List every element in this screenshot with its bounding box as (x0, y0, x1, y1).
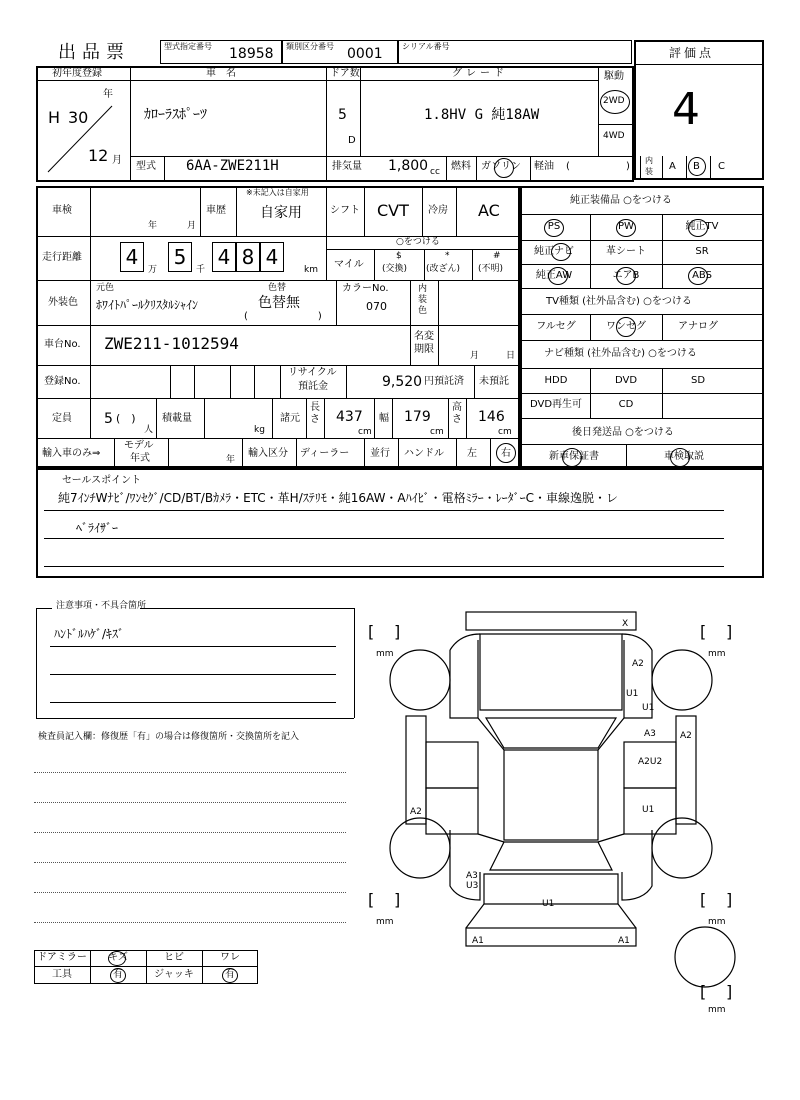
name-change-month: 月 (470, 351, 480, 361)
reg-year: 30 (68, 108, 89, 127)
fuel-circle (494, 158, 514, 178)
drive-2wd: 2WD (603, 96, 625, 106)
type-designation-box (160, 40, 282, 64)
length-value: 437 (336, 409, 363, 425)
handle-right: 右 (501, 448, 511, 459)
label-a1-rear-right: A1 (618, 936, 630, 946)
load-unit: kg (254, 425, 265, 435)
equip-ps: PS (547, 221, 561, 232)
tire-front-left (390, 650, 450, 710)
displacement-value: 1,800 (388, 158, 429, 174)
orig-color-value: ﾎﾜｲﾄﾊﾟｰﾙｸﾘｽﾀﾙｼｬｲﾝ (96, 298, 199, 312)
inspection-month-unit: 月 (187, 221, 197, 231)
legend-scratch: キズ (108, 952, 128, 963)
color-no-value: 070 (366, 300, 387, 313)
bracket-fr-open: [ (700, 622, 707, 641)
notes-line-1: ﾊﾝﾄﾞﾙﾊｹﾞ/ｷｽﾞ (54, 627, 125, 641)
equip-leather: 革シート (606, 246, 646, 257)
rating-label: 評価点 (669, 46, 715, 60)
model-value: 6AA-ZWE211H (186, 158, 279, 174)
mileage-digit-2: 5 (168, 242, 192, 272)
docs-manual-circle (670, 448, 690, 467)
nav-cd: CD (618, 399, 634, 410)
bracket-rr-open: [ (700, 890, 707, 909)
height-unit: cm (498, 427, 512, 437)
sales-box (36, 468, 764, 578)
mileage-exchange-sym: $ (396, 251, 402, 261)
tire-rear-right (652, 818, 712, 878)
repaint-value: 色替無 (258, 295, 300, 311)
mileage-unknown-sym: # (493, 251, 501, 261)
equip-airbag: エアB (612, 270, 640, 281)
drive-label: 駆動 (604, 71, 624, 82)
legend-jack-yes: 有 (225, 969, 235, 980)
handle-label: ハンドル (404, 448, 444, 459)
legend-scratch-circle (108, 951, 126, 966)
interior-a: A (669, 161, 676, 172)
mileage-digit-4: 8 (236, 242, 260, 272)
tire-front-right (652, 650, 712, 710)
interior-color-label: 内装色 (418, 284, 428, 316)
mileage-man: 万 (148, 265, 158, 275)
left-rear-door (426, 788, 478, 834)
label-a2-right-side: A2 (680, 731, 692, 741)
import-cat-label: 輸入区分 (248, 448, 288, 459)
nav-dvd-play: DVD再生可 (529, 399, 583, 410)
interior-label-1: 内 (645, 156, 653, 165)
handle-left: 左 (467, 448, 477, 459)
interior-label-2: 装 (645, 167, 653, 176)
legend-tools-yes: 有 (113, 969, 123, 980)
capacity-label: 定員 (52, 413, 72, 424)
nav-sd: SD (690, 375, 706, 386)
left-front-door (426, 742, 478, 788)
chassis-label: 車台No. (44, 339, 81, 350)
recycle-label-1: リサイクル (288, 367, 337, 378)
import-label: 輸入車のみ⇒ (42, 448, 101, 459)
form-title: 出品票 (58, 42, 130, 63)
tv-oneseg: ワンセグ (606, 321, 646, 332)
recycle-status: 円預託済 (424, 376, 464, 387)
bracket-rl-open: [ (368, 890, 375, 909)
width-unit: cm (430, 427, 444, 437)
mileage-label: 走行距離 (42, 252, 82, 263)
label-a3-rear: A3 (466, 871, 478, 881)
car-name-label: 車 名 (206, 68, 236, 79)
grade-label: グレード (452, 68, 508, 79)
equipment-title: 純正装備品 ○をつける (570, 195, 672, 206)
mileage-exchange: (交換) (382, 264, 408, 274)
equip-navi-circle (551, 243, 571, 261)
bracket-fl-open: [ (368, 622, 375, 641)
type-designation-value: 18958 (229, 46, 274, 62)
rear-bumper (466, 928, 636, 946)
equip-abs-circle (688, 267, 708, 285)
height-value: 146 (478, 409, 505, 425)
notes-label: 注意事項・不具合箇所 (56, 601, 147, 611)
category-value: 0001 (347, 46, 383, 62)
mileage-digit-3: 4 (212, 242, 236, 272)
nav-hdd: HDD (544, 375, 568, 386)
doors-label: ドア数 (330, 68, 360, 79)
capacity-paren: ( ) (116, 412, 136, 425)
label-a2u2-right: A2U2 (638, 757, 663, 767)
tv-analog: アナログ (678, 321, 718, 332)
grade-value: 1.8HV G 純18AW (424, 107, 540, 123)
label-a2-left: A2 (410, 807, 422, 817)
bracket-fl-close: ] (394, 622, 401, 641)
label-a2-front-right: A2 (632, 659, 644, 669)
type-designation-label: 型式指定番号 (164, 42, 212, 51)
capacity-value: 5 (104, 411, 113, 427)
tv-oneseg-circle (616, 317, 636, 337)
inspection-year-unit: 年 (148, 221, 158, 231)
shift-value: CVT (377, 201, 409, 220)
mm-rl: mm (376, 917, 394, 927)
length-unit: cm (358, 427, 372, 437)
mileage-unknown: (不明) (478, 264, 504, 274)
label-x: X (622, 619, 629, 629)
inspection-label: 車検 (52, 205, 72, 216)
width-label: 幅 (379, 413, 389, 424)
reg-era: H (48, 108, 61, 127)
size-label: 諸元 (280, 413, 300, 424)
legend-door-mirror: ドアミラー (37, 952, 87, 963)
label-u1-right-rear: U1 (642, 805, 655, 815)
color-no-label: カラーNo. (342, 283, 389, 294)
reg-year-unit: 年 (103, 89, 113, 100)
mm-rr: mm (708, 917, 726, 927)
legend-tools-circle (110, 968, 126, 983)
model-year-unit: 年 (226, 455, 236, 465)
label-u3-rear: U3 (466, 881, 479, 891)
equip-abs: ABS (692, 270, 712, 281)
interior-c: C (718, 161, 725, 172)
windshield (486, 718, 616, 748)
history-note: ※未記入は自家用 (246, 188, 309, 197)
mm-spare: mm (708, 1005, 726, 1015)
history-label: 車歴 (206, 205, 226, 216)
equip-tv: 純正TV (685, 221, 719, 232)
roof (504, 750, 598, 840)
bracket-spare-close: ] (726, 982, 733, 1001)
mileage-mark-note: ○をつける (396, 237, 440, 247)
equip-airbag-circle (616, 267, 636, 285)
equip-pw-circle (616, 219, 636, 237)
height-label: 高さ (452, 402, 462, 425)
equip-aw-circle (548, 267, 568, 285)
model-year-label-1: モデル (124, 440, 154, 451)
width-value: 179 (404, 409, 431, 425)
rating-value: 4 (672, 84, 700, 135)
sales-line-2: ﾍﾞﾗｲｻﾞｰ (76, 521, 119, 535)
label-u1-rear: U1 (542, 899, 555, 909)
equip-pw: PW (618, 221, 634, 232)
tv-fullseg: フルセグ (536, 321, 576, 332)
docs-warranty: 新車保証書 (549, 451, 599, 462)
mileage-mile: マイル (334, 259, 364, 270)
displacement-unit: cc (430, 167, 440, 177)
displacement-label: 排気量 (332, 161, 362, 172)
bracket-rl-close: ] (394, 890, 401, 909)
legend-jack-circle (222, 968, 238, 983)
capacity-unit: 人 (144, 425, 154, 435)
chassis-value: ZWE211-1012594 (104, 334, 239, 353)
shift-label: シフト (330, 205, 360, 216)
import-dealer: ディーラー (300, 448, 350, 459)
legend-break: ワレ (220, 952, 240, 963)
mileage-altered-sym: * (445, 251, 450, 261)
sales-label: セールスポイント (62, 475, 142, 486)
mileage-unit: km (304, 265, 318, 275)
legend-tools: 工具 (52, 969, 72, 980)
bracket-rr-close: ] (726, 890, 733, 909)
nav-dvd: DVD (614, 375, 638, 386)
car-damage-diagram (360, 600, 780, 1020)
load-label: 積載量 (162, 413, 192, 424)
history-value: 自家用 (260, 205, 302, 221)
reg-month-unit: 月 (112, 155, 122, 166)
inspector-label: 検査員記入欄：修復歴「有」の場合は修復箇所・交換箇所を記入 (38, 732, 300, 742)
import-parallel: 並行 (370, 448, 390, 459)
reg-slash (40, 100, 130, 178)
first-reg-label: 初年度登録 (52, 68, 102, 79)
orig-color-label: 元色 (96, 283, 115, 293)
registration-label: 登録No. (44, 376, 81, 387)
equip-tv-circle (688, 219, 708, 237)
bracket-fr-close: ] (726, 622, 733, 641)
docs-manual: 車検取説 (664, 451, 704, 462)
name-change-day: 日 (506, 351, 516, 361)
name-change-label-2: 期限 (414, 344, 434, 355)
recycle-label-2: 預託金 (298, 381, 328, 392)
legend-crack: ヒビ (164, 952, 184, 963)
equip-sr: SR (695, 246, 709, 257)
equip-ps-circle (544, 219, 564, 237)
diesel-label: 軽油 (534, 161, 554, 172)
recycle-unpaid: 未預託 (479, 376, 509, 387)
spare-tire (675, 927, 735, 987)
tv-title: TV種類 (社外品含む) ○をつける (546, 296, 692, 307)
tire-rear-left (390, 818, 450, 878)
category-label: 類別区分番号 (286, 42, 334, 51)
hood (480, 634, 622, 710)
label-a3-right: A3 (644, 729, 656, 739)
repaint-paren: ( ) (244, 311, 322, 322)
recycle-value: 9,520 (382, 374, 423, 390)
mileage-altered: (改ざん) (426, 264, 461, 274)
fuel-label: 燃料 (451, 161, 471, 172)
other-paren-open: ( (566, 161, 570, 172)
mileage-sen: 千 (196, 265, 206, 275)
ac-label: 冷房 (428, 205, 448, 216)
label-a1-rear-left: A1 (472, 936, 484, 946)
mileage-digit-5: 4 (260, 242, 284, 272)
equip-navi: 純正ナビ (534, 246, 574, 257)
front-bumper (466, 612, 636, 630)
serial-label: シリアル番号 (402, 42, 450, 51)
length-label: 長さ (310, 402, 320, 425)
model-year-label-2: 年式 (130, 453, 150, 464)
mm-fl: mm (376, 649, 394, 659)
name-change-label-1: 名変 (414, 331, 434, 342)
nav-title: ナビ種類 (社外品含む) ○をつける (544, 348, 697, 359)
repaint-label: 色替 (268, 283, 287, 293)
car-name: ｶﾛｰﾗｽﾎﾟｰﾂ (144, 107, 207, 123)
door-suffix: D (348, 135, 356, 146)
drive-4wd: 4WD (603, 131, 625, 141)
interior-b: B (693, 161, 700, 172)
equip-aw: 純正AW (535, 270, 573, 281)
mileage-digit-1: 4 (120, 242, 144, 272)
ac-value: AC (478, 201, 500, 220)
legend-jack: ジャッキ (154, 969, 194, 980)
rear-window (490, 842, 612, 870)
reg-month: 12 (88, 146, 109, 165)
docs-warranty-circle (562, 448, 582, 467)
category-box (282, 40, 398, 64)
model-label: 型式 (136, 161, 156, 172)
fuel-value: ガソリン (481, 161, 521, 172)
label-u1-front-right: U1 (626, 689, 639, 699)
sales-line-1: 純7ｲﾝﾁWﾅﾋﾞ/ﾜﾝｾｸﾞ/CD/BT/Bｶﾒﾗ・ETC・革H/ｽﾃﾘﾓ・純16AW・Aﾊｲﾋﾞ・電格ﾐﾗｰ・ﾚｰﾀﾞｰC・車線逸脱・レ (58, 491, 619, 505)
color-label: 外装色 (48, 297, 78, 308)
mm-fr: mm (708, 649, 726, 659)
doors-value: 5 (338, 107, 347, 123)
serial-box (398, 40, 632, 64)
other-paren-close: ) (626, 161, 630, 172)
bracket-spare-open: [ (700, 982, 707, 1001)
docs-title: 後日発送品 ○をつける (572, 427, 674, 438)
label-u1-front-right-2: U1 (642, 703, 655, 713)
